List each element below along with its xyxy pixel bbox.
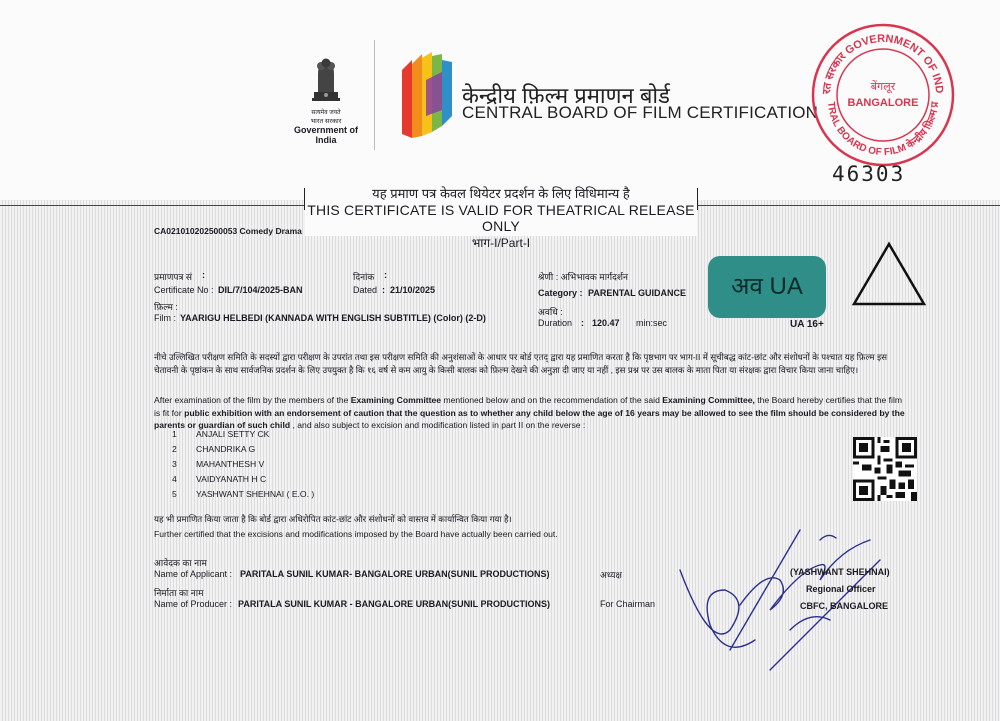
cert-no-label: Certificate No :: [154, 285, 214, 295]
cert-text-1: After examination of the film by the members of the: [154, 395, 351, 405]
colon: :: [382, 285, 385, 295]
cbfc-logo: [398, 50, 456, 147]
applicant-value: PARITALA SUNIL KUMAR- BANGALORE URBAN(SUNIL PRODUCTIONS): [240, 569, 550, 579]
producer-value: PARITALA SUNIL KUMAR - BANGALORE URBAN(SUNIL PRODUCTIONS): [238, 599, 550, 609]
category-value: PARENTAL GUIDANCE: [588, 288, 687, 298]
film-title: YAARIGU HELBEDI (KANNADA WITH ENGLISH SUBTITLE) (Color) (2-D): [180, 313, 486, 323]
duration-value: 120.47: [592, 318, 620, 328]
member-name: VAIDYANATH H C: [196, 474, 267, 484]
member-number: 5: [172, 489, 177, 499]
member-name: YASHWANT SHEHNAI ( E.O. ): [196, 489, 315, 499]
producer-label: Name of Producer :: [154, 599, 233, 609]
stamp-city-english: BANGALORE: [847, 97, 919, 109]
list-item: [172, 489, 314, 504]
member-number: 3: [172, 459, 177, 469]
board-name-english: CENTRAL BOARD OF FILM CERTIFICATION: [462, 103, 819, 122]
cert-text-6: public exhibition with an endorsement of caution that the question as to whether any child below the age of 16 years may be allowed to see the film should be considered by the parents or guardian of such child: [154, 407, 905, 430]
duration-hindi: अवधि :: [538, 307, 563, 317]
committee-list: [172, 429, 314, 504]
stamp-city-hindi: बेंगलूर: [870, 81, 896, 93]
cert-text-5: the Board hereby certifies that the film is fit for: [154, 395, 903, 418]
member-name: ANJALI SETTY CK: [196, 429, 270, 439]
chairman-hindi: अध्यक्ष: [600, 570, 622, 580]
emblem-hindi: भारत सरकार: [310, 118, 342, 125]
serial-number: 46303: [832, 162, 906, 186]
date-label: Dated: [353, 285, 378, 295]
reference-code: CA021010202500053 Comedy Drama: [154, 226, 302, 236]
validity-hindi: यह प्रमाण पत्र केवल थियेटर प्रदर्शन के लिए विधिमान्य है: [372, 186, 630, 201]
colon: :: [581, 318, 584, 328]
date-hindi: दिनांक: [353, 272, 375, 282]
validity-english: THIS CERTIFICATE IS VALID FOR THEATRICAL RELEASE ONLY: [307, 202, 695, 234]
government-emblem: [286, 52, 366, 145]
cert-no-hindi: प्रमाणपत्र सं: [154, 272, 193, 282]
chairman-english: For Chairman: [600, 599, 656, 609]
header-divider: [374, 40, 375, 150]
cert-text-3: mentioned below and on the recommendation of the said: [441, 395, 663, 405]
officer-place: CBFC, BANGALORE: [800, 601, 888, 611]
colon: :: [202, 270, 205, 280]
emblem-english: Government of India: [293, 125, 358, 145]
member-number: 4: [172, 474, 177, 484]
emblem-motto: सत्यमेव जयते: [311, 110, 341, 116]
signature-icon: [670, 510, 900, 680]
applicant-label: Name of Applicant :: [154, 569, 233, 579]
list-item: [172, 444, 314, 459]
cert-text-2: Examining Committee: [350, 395, 442, 405]
category-hindi: श्रेणी : अभिभावक मार्गदर्शन: [538, 272, 628, 282]
date-value: 21/10/2025: [390, 285, 436, 295]
officer-name: (YASHWANT SHEHNAI): [790, 567, 890, 577]
applicant-hindi: आवेदक का नाम: [154, 558, 207, 568]
official-stamp: [808, 20, 958, 170]
list-item: [172, 474, 314, 489]
further-certified-english: Further certified that the excisions and modifications imposed by the Board have actually been carried out.: [154, 529, 558, 539]
hindi-certification-text: नीचे उल्लिखित परीक्षण समिति के सदस्यों द्वारा परीक्षण के उपरांत तथा इस परीक्षण समिति की अनुशंसाओं के आधार पर बोर्ड एतद् द्वारा यह प्रमाणित करता है कि पृष्ठभाग पर भाग-II में सूचीबद्ध कांट-छांट और संशोधनों के पश्चात यह फ़िल्म इस चेतावनी के पृष्ठांकन के साथ सार्वजनिक प्रदर्शन के लिए उपयुक्त है कि १६ वर्ष से कम आयु के किसी बालक को फ़िल्म देखने की अनुज्ञा दी जाए या नहीं , इस प्रश्न पर उस बालक के माता पिता या संरक्षक द्वारा विचार किया जाना चाहिए।: [154, 352, 888, 375]
triangle-icon: [850, 240, 928, 308]
part-label: भाग-I/Part-I: [471, 236, 531, 250]
stamp-top-text: रत सरकार GOVERNMENT OF IND: [820, 32, 946, 95]
cert-text-4: Examining Committee,: [662, 395, 755, 405]
validity-banner: [305, 180, 697, 250]
colon: :: [384, 270, 387, 280]
film-label: Film :: [154, 313, 176, 323]
member-number: 2: [172, 444, 177, 454]
cert-no-value: DIL/7/104/2025-BAN: [218, 285, 303, 295]
rating-badge: UA 16+: [790, 319, 824, 330]
lion-emblem-icon: [308, 52, 344, 106]
english-certification-text: [154, 394, 906, 432]
producer-hindi: निर्माता का नाम: [154, 588, 204, 598]
category-label: Category :: [538, 288, 583, 298]
cert-text-7: , and also subject to excision and modification listed in part II on the reverse :: [290, 420, 586, 430]
officer-title: Regional Officer: [806, 584, 876, 594]
duration-label: Duration: [538, 318, 573, 328]
further-certified-hindi: यह भी प्रमाणित किया जाता है कि बोर्ड द्वारा अधिरोपित कांट-छांट और संशोधनों को वास्तव में कार्यान्वित किया गया है।: [154, 514, 512, 524]
stamp-bottom-text: TRAL BOARD OF FILM केन्द्रीय फ़िल्म प्र: [824, 101, 942, 159]
list-item: [172, 429, 314, 444]
duration-unit: min:sec: [636, 318, 668, 328]
member-name: CHANDRIKA G: [196, 444, 256, 454]
member-name: MAHANTHESH V: [196, 459, 265, 469]
member-number: 1: [172, 429, 177, 439]
list-item: [172, 459, 314, 474]
rating-symbol: अव UA: [708, 256, 826, 318]
film-hindi: फ़िल्म :: [154, 302, 178, 312]
qr-code-icon: [853, 437, 917, 501]
board-name-hindi: केन्द्रीय फ़िल्म प्रमाणन बोर्ड: [462, 83, 670, 108]
cbfc-flag-logo-icon: [398, 50, 456, 142]
